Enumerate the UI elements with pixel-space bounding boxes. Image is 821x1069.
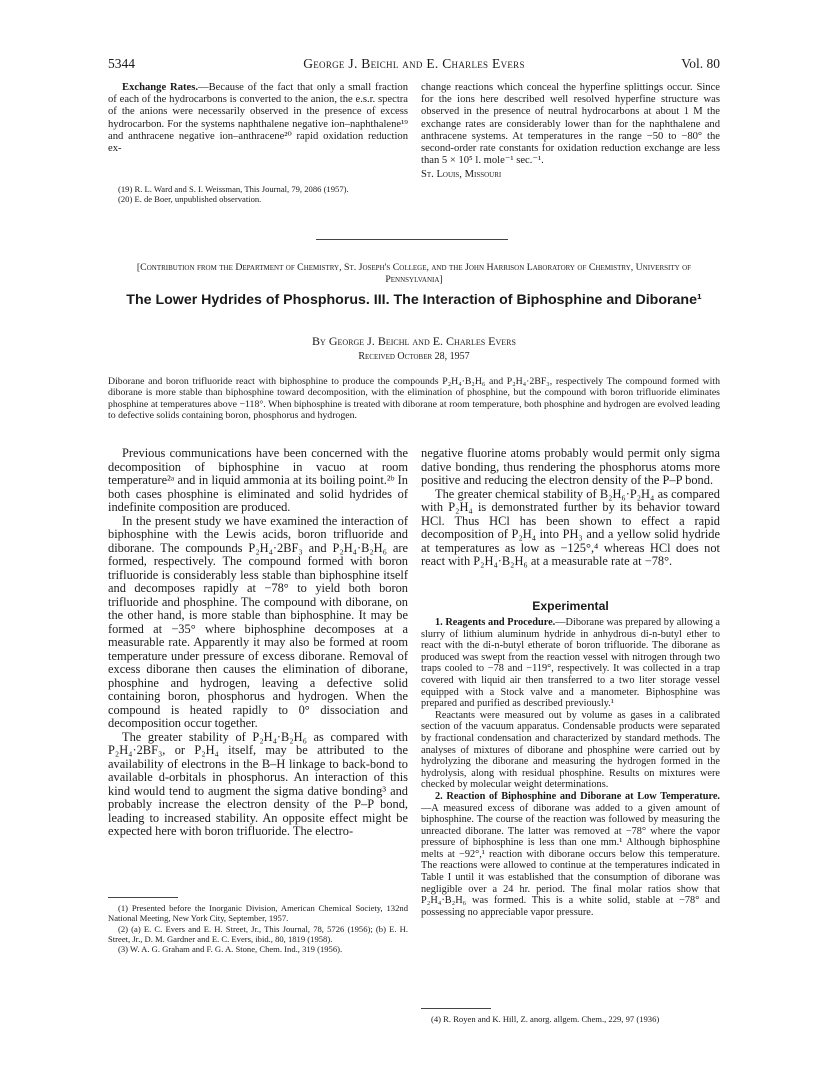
- prev-run-in-heading: Exchange Rates.: [122, 82, 198, 93]
- main-left-column: [108, 447, 408, 839]
- right-footnotes: [421, 1014, 720, 1024]
- abstract: Diborane and boron trifluoride react with biphosphine to produce the compounds P₂H₄·B₂H₆ and P₂H₄·2BF₃, respectively The compound formed with diborane is more stable than biphosphine toward decomposition, with the elimination of phosphine, but the compound with boron trifluoride eliminates phosphine at temperatures above −118°. When biphosphine is treated with diborane at room temperature, both phosphine and hydrogen are evolved leading to defective solids containing boron, phosphorus and hydrogen.: [108, 376, 720, 422]
- section-run-in: 2. Reaction of Biphosphine and Diborane at Low Temperature.: [435, 790, 720, 802]
- footnote: (3) W. A. G. Graham and F. G. A. Stone, Chem. Ind., 319 (1956).: [118, 944, 343, 955]
- section-run-in: 1. Reagents and Procedure.: [435, 617, 556, 628]
- experimental-section: [421, 617, 720, 918]
- article-title: The Lower Hydrides of Phosphorus. III. The Interaction of Biphosphine and Diborane¹: [126, 292, 702, 308]
- prev-left-text: —Because of the fact that only a small fraction of each of the hydrocarbons is converted to the anion, the e.s.r. spectra of the anions were necessarily observed in the presence of excess hydrocarbon. For the systems naphthalene negative ion–naphthalene¹⁹ and anthracene negative ion–anthracene²⁰ rapid oxidation reduction ex-: [108, 82, 409, 155]
- prev-article-left: [108, 82, 408, 155]
- left-footnotes: [108, 903, 408, 954]
- section-text: —A measured excess of diborane was added to a given amount of biphosphine. The course of the reaction was followed by measuring the unreacted diborane. The latter was removed at −78° where the vapor pressure of biphosphine is less than one mm.¹ Although biphosphine melts at −92°,¹ reaction with diborane occurs below this temperature. The reactions were allowed to continue at the temperatures indicated in Table I until it was established that the consumption of diborane was negligible over a 24 hr. period. The final molar ratios show that P₂H₄·B₂H₆ was formed. This is a white solid, stable at −78° and possessing no appreciable vapor pressure.: [421, 802, 720, 918]
- paragraph: The greater stability of P₂H₄·B₂H₆ as compared with P₂H₄·2BF₃, or P₂H₄ itself, may be attributed to the availability of electrons in the B–H linkage to back-bond to available d-orbitals in phosphorus. An interaction of this kind would tend to augment the sigma dative bonding³ and probably increase the electron density of the P–P bond, leading to increased stability. An opposite effect might be expected here with boron trifluoride. The electro-: [108, 729, 408, 838]
- byline: By George J. Beichl and E. Charles Evers: [312, 334, 516, 348]
- paragraph: Previous communications have been concerned with the decomposition of biphosphine in vacuo at room temperature²ᵃ and in liquid ammonia at its boiling point.²ᵇ In both cases phosphine is eliminated and solid hydrides of indefinite composition are produced.: [108, 446, 408, 514]
- section-text: —Diborane was prepared by allowing a slurry of lithium aluminum hydride in anhydrous di-n-butyl ether to react with the di-n-butyl etherate of boron trifluoride. The diborane as produced was swept from the reaction vessel with nitrogen through two traps cooled to −78 and −119°, respectively. It was collected in a trap covered with liquid air then transferred to a two liter storage vessel equipped with a Stock valve and a manometer. Biphosphine was prepared and purified as described previously.¹: [421, 617, 720, 710]
- footnote-rule: [421, 1008, 491, 1009]
- footnote: (2) (a) E. C. Evers and E. H. Street, Jr., This Journal, 78, 5726 (1956); (b) E. H. Street, Jr., D. M. Gardner and E. C. Evers, ibid., 80, 1819 (1958).: [108, 923, 408, 944]
- paragraph: In the present study we have examined the interaction of biphosphine with the Lewis acids, boron trifluoride and diborane. The compounds P₂H₄·2BF₃ and P₂H₄·B₂H₆ are formed, respectively. The compound formed with boron trifluoride is considerably less stable than biphosphine itself and decomposes rapidly at −78° to yield both boron trifluoride and phosphine. The compound with diborane, on the other hand, is more stable than biphosphine. It may be formed at −35° where biphosphine decomposes at a measurable rate. Apparently it may also be formed at room temperature under pressure of excess diborane. Removal of excess diborane then causes the elimination of diborane, phosphine and hydrogen, leaving a defective solid containing boron, phosphorus and hydrogen. When the compound is heated rapidly to 0° dissociation and decomposition occur together.: [108, 513, 408, 730]
- paragraph: negative fluorine atoms probably would permit only sigma dative bonding, thus rendering the phosphorus atoms more positive and reducing the electron density of the P–P bond.: [421, 446, 720, 487]
- footnote-rule: [108, 897, 178, 898]
- volume-label: Vol. 80: [681, 56, 720, 71]
- running-header: [108, 56, 720, 74]
- section-text: Reactants were measured out by volume as gases in a calibrated section of the vacuum apparatus. Condensable products were separated by fractional condensation and characterized by standard methods. The analyses of mixtures of diborane and phosphine were carried out by hydrolyzing the diborane and measuring the hydrogen formed in the hydrolysis, along with residual phosphine. Results on mixtures were checked by molecular weight determinations.: [421, 709, 720, 791]
- prev-location: St. Louis, Missouri: [421, 169, 502, 181]
- received-date: Received October 28, 1957: [358, 351, 470, 362]
- article-separator: [316, 239, 508, 240]
- footnote: (4) R. Royen and K. Hill, Z. anorg. allgem. Chem., 229, 97 (1936): [431, 1014, 660, 1024]
- page-number: 5344: [108, 56, 135, 71]
- contribution-line: [Contribution from the Department of Chemistry, St. Joseph's College, and the John Harrison Laboratory of Chemistry, University of Pennsylvania]: [136, 262, 692, 285]
- prev-right-text: change reactions which conceal the hyperfine splittings occur. Since for the ions here described well resolved hyperfine structure was observed in the presence of neutral hydrocarbons at about 1 M the exchange rates are considerably lower than for the naphthalene and anthracene systems. At temperatures in the range −50 to −80° the second-order rate constants for oxidation reduction exchange are less than 5 × 10⁵ l. mole⁻¹ sec.⁻¹.: [421, 82, 720, 167]
- prev-footnotes: [108, 184, 408, 205]
- footnote: (19) R. L. Ward and S. I. Weissman, This Journal, 79, 2086 (1957).: [118, 184, 349, 194]
- footnote: (1) Presented before the Inorganic Division, American Chemical Society, 132nd National Meeting, New York City, September, 1957.: [108, 903, 408, 924]
- main-right-column: [421, 447, 720, 569]
- prev-article-right: [421, 82, 720, 182]
- running-authors: George J. Beichl and E. Charles Evers: [303, 56, 525, 71]
- paragraph: The greater chemical stability of B₂H₆·P₂H₄ as compared with P₂H₄ is demonstrated further by its behavior toward HCl. Thus HCl has been shown to effect a rapid decomposition of P₂H₄ into PH₃ and a yellow solid hydride at temperatures as low as −125°,⁴ whereas HCl does not react with P₂H₄·B₂H₆ at a measurable rate at −78°.: [421, 486, 720, 568]
- footnote: (20) E. de Boer, unpublished observation.: [118, 194, 262, 205]
- experimental-heading: Experimental: [532, 599, 609, 613]
